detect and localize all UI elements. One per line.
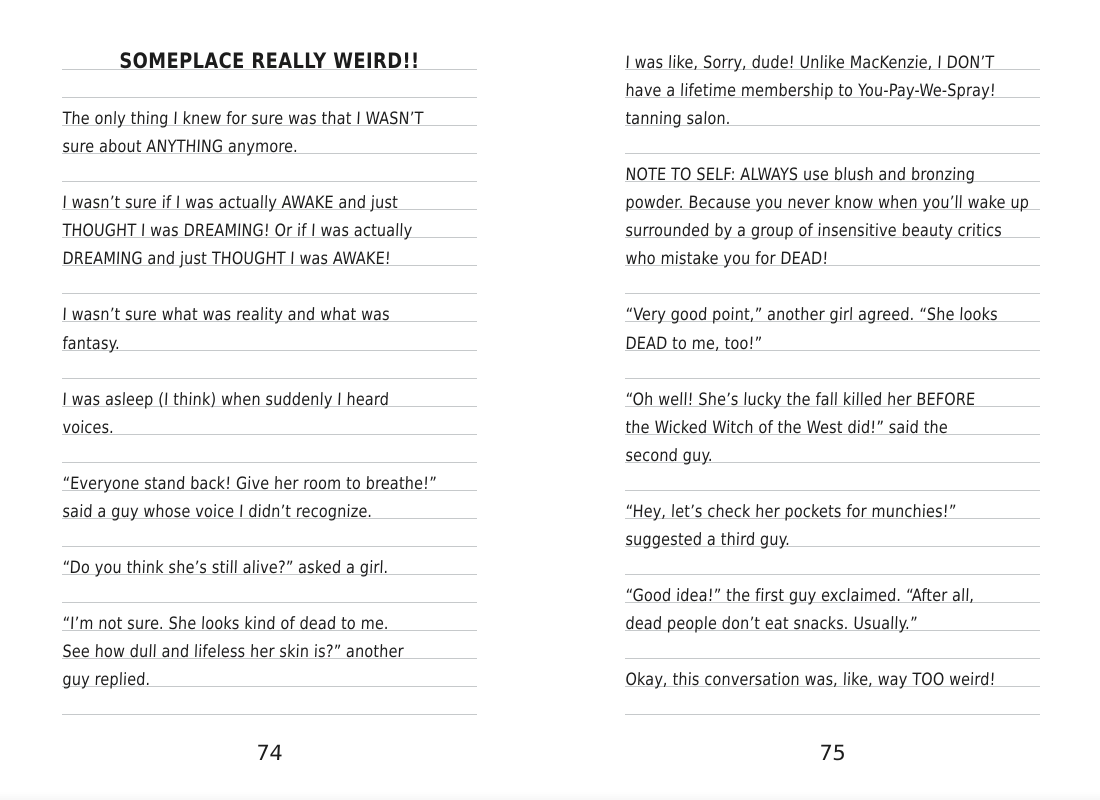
handwritten-text: have a lifetime membership to You-Pay-We-Spray! — [625, 81, 997, 102]
handwritten-text-line — [625, 379, 1040, 410]
handwritten-text: dead people don’t eat snacks. Usually.” — [625, 613, 919, 634]
handwritten-text: NOTE TO SELF: ALWAYS use blush and bronzing — [625, 165, 976, 186]
handwritten-text: “Good idea!” the first guy exclaimed. “After all, — [625, 585, 975, 606]
blank-ruled-line — [62, 575, 477, 603]
handwritten-text: DEAD to me, too!” — [625, 333, 763, 354]
handwritten-text-line — [625, 407, 1040, 438]
handwritten-text: “Hey, let’s check her pockets for munchies!” — [625, 501, 957, 522]
handwritten-text-line — [62, 210, 477, 242]
handwritten-text-line — [62, 238, 477, 270]
handwritten-text-line — [625, 98, 1040, 130]
handwritten-text-line — [625, 575, 1040, 606]
handwritten-text-line — [625, 659, 1040, 691]
chapter-heading-line — [62, 42, 477, 74]
handwritten-text: I was asleep (I think) when suddenly I heard — [62, 389, 390, 410]
handwritten-text-line — [62, 463, 477, 494]
handwritten-text-line — [625, 182, 1040, 214]
handwritten-text: sure about ANYTHING anymore. — [62, 137, 299, 158]
handwritten-text-line — [62, 182, 477, 214]
handwritten-text-line — [625, 42, 1040, 74]
blank-ruled-line — [62, 70, 477, 98]
blank-ruled-line — [62, 435, 477, 463]
handwritten-text: I wasn’t sure what was reality and what was — [62, 305, 391, 326]
handwritten-text-line — [625, 435, 1040, 466]
page-75-ruled-lines — [625, 42, 1040, 715]
handwritten-text-line — [625, 603, 1040, 634]
blank-ruled-line — [62, 687, 477, 715]
blank-ruled-line — [62, 154, 477, 182]
handwritten-text: surrounded by a group of insensitive beauty critics — [625, 221, 1003, 242]
page-74 — [62, 42, 477, 765]
page-74-ruled-lines — [62, 42, 477, 715]
handwritten-text-line — [625, 294, 1040, 326]
handwritten-text: voices. — [62, 417, 115, 438]
handwritten-text-line — [62, 407, 477, 438]
page-75 — [625, 42, 1040, 765]
chapter-heading: SOMEPLACE REALLY WEIRD!! — [119, 49, 420, 74]
page-number-left: 74 — [255, 741, 284, 766]
handwritten-text-line — [625, 322, 1040, 354]
handwritten-text-line — [62, 631, 477, 663]
handwritten-text-line — [625, 210, 1040, 242]
handwritten-text: said a guy whose voice I didn’t recognize. — [62, 501, 373, 522]
handwritten-text: who mistake you for DEAD! — [625, 249, 829, 270]
blank-ruled-line — [625, 631, 1040, 659]
handwritten-text: “Oh well! She’s lucky the fall killed her BEFORE — [625, 389, 976, 410]
handwritten-text: guy replied. — [62, 670, 151, 691]
handwritten-text-line — [62, 98, 477, 130]
handwritten-text-line — [62, 379, 477, 410]
handwritten-text: I was like, Sorry, dude! Unlike MacKenzie, I DON’T — [625, 53, 995, 74]
blank-ruled-line — [62, 519, 477, 547]
blank-ruled-line — [625, 126, 1040, 154]
handwritten-text-line — [625, 70, 1040, 102]
handwritten-text: “Do you think she’s still alive?” asked a girl. — [62, 557, 389, 578]
handwritten-text-line — [62, 659, 477, 691]
handwritten-text: THOUGHT I was DREAMING! Or if I was actually — [62, 221, 413, 242]
handwritten-text-line — [62, 126, 477, 158]
handwritten-text-line — [62, 603, 477, 634]
handwritten-text-line — [625, 491, 1040, 522]
blank-ruled-line — [625, 266, 1040, 294]
handwritten-text: the Wicked Witch of the West did!” said the — [625, 417, 949, 438]
handwritten-text: “Very good point,” another girl agreed. “She looks — [625, 305, 999, 326]
handwritten-text: See how dull and lifeless her skin is?” another — [62, 642, 405, 663]
handwritten-text: Okay, this conversation was, like, way TOO weird! — [625, 670, 996, 691]
blank-ruled-line — [625, 351, 1040, 379]
handwritten-text-line — [62, 322, 477, 354]
handwritten-text: fantasy. — [62, 333, 121, 354]
handwritten-text-line — [62, 294, 477, 326]
handwritten-text: second guy. — [625, 445, 714, 466]
handwritten-text: I wasn’t sure if I was actually AWAKE and just — [62, 193, 399, 214]
blank-ruled-line — [625, 547, 1040, 575]
handwritten-text: powder. Because you never know when you’ll wake up — [625, 193, 1030, 214]
blank-ruled-line — [62, 266, 477, 294]
blank-ruled-line — [62, 351, 477, 379]
handwritten-text: “I’m not sure. She looks kind of dead to me. — [62, 613, 390, 634]
handwritten-text-line — [625, 154, 1040, 186]
handwritten-text-line — [62, 491, 477, 522]
blank-ruled-line — [625, 463, 1040, 491]
handwritten-text: The only thing I knew for sure was that I WASN’T — [62, 109, 424, 130]
handwritten-text-line — [62, 547, 477, 578]
handwritten-text: suggested a third guy. — [625, 529, 791, 550]
handwritten-text-line — [625, 238, 1040, 270]
blank-ruled-line — [625, 687, 1040, 715]
page-number-right: 75 — [818, 741, 847, 766]
handwritten-text-line — [625, 519, 1040, 550]
handwritten-text: tanning salon. — [625, 109, 732, 130]
handwritten-text: “Everyone stand back! Give her room to breathe!” — [62, 473, 438, 494]
handwritten-text: DREAMING and just THOUGHT I was AWAKE! — [62, 249, 392, 270]
